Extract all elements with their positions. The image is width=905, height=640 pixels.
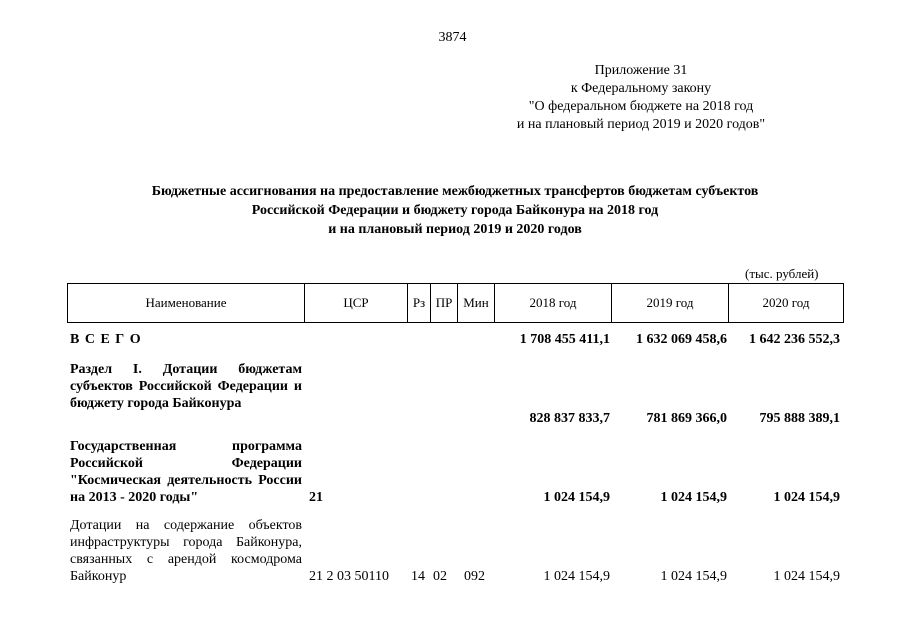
row-program-2019: 1 024 154,9 — [660, 490, 727, 505]
header-2018: 2018 год — [529, 295, 577, 310]
row-program-2020: 1 024 154,9 — [773, 490, 840, 505]
row-total-name: В С Е Г О — [70, 332, 142, 347]
row-grant-2020: 1 024 154,9 — [773, 569, 840, 584]
header-rz: Рз — [412, 295, 426, 310]
row-total-2019: 1 632 069 458,6 — [636, 332, 727, 347]
row-program-2018: 1 024 154,9 — [543, 490, 610, 505]
title-line: Бюджетные ассигнования на предоставление межбюджетных трансфертов бюджетам субъектов — [151, 184, 759, 199]
table-header — [67, 283, 844, 323]
appendix-line: к Федеральному закону — [570, 81, 712, 96]
header-min: Мин — [463, 295, 489, 310]
row-grant-pr: 02 — [433, 569, 447, 584]
appendix-note — [461, 62, 821, 134]
row-grant-min: 092 — [464, 569, 485, 584]
row-program-name: Государственная программа Российской Федерации "Космическая деятельность России на 2013 - 2020 годы" — [70, 439, 302, 505]
row-section-2020: 795 888 389,1 — [759, 411, 840, 426]
header-2019: 2019 год — [646, 295, 694, 310]
document-title — [60, 182, 850, 239]
header-2020: 2020 год — [762, 295, 810, 310]
row-grant-name: Дотации на содержание объектов инфраструктуры города Байконура, связанных с арендой космодрома Байконур — [70, 518, 302, 584]
units-label: (тыс. рублей) — [745, 266, 819, 281]
appendix-line: Приложение 31 — [594, 63, 688, 78]
row-grant-csr: 21 2 03 50110 — [309, 569, 389, 584]
row-grant-2019: 1 024 154,9 — [660, 569, 727, 584]
row-section-2018: 828 837 833,7 — [529, 411, 610, 426]
row-program-csr: 21 — [309, 490, 323, 505]
page-number: 3874 — [438, 30, 467, 45]
appendix-line: и на плановый период 2019 и 2020 годов" — [516, 117, 766, 132]
row-total-2020: 1 642 236 552,3 — [749, 332, 840, 347]
header-csr: ЦСР — [343, 295, 369, 310]
row-grant-2018: 1 024 154,9 — [543, 569, 610, 584]
title-line: и на плановый период 2019 и 2020 годов — [328, 222, 582, 237]
row-section-2019: 781 869 366,0 — [646, 411, 727, 426]
title-line: Российской Федерации и бюджету города Байконура на 2018 год — [251, 203, 659, 218]
row-section-name: Раздел I. Дотации бюджетам субъектов Российской Федерации и бюджету города Байконура — [70, 362, 302, 411]
header-pr: ПР — [435, 295, 453, 310]
row-total-2018: 1 708 455 411,1 — [519, 332, 610, 347]
header-name: Наименование — [145, 295, 227, 310]
row-grant-rz: 14 — [411, 569, 425, 584]
appendix-line: "О федеральном бюджете на 2018 год — [528, 99, 754, 114]
